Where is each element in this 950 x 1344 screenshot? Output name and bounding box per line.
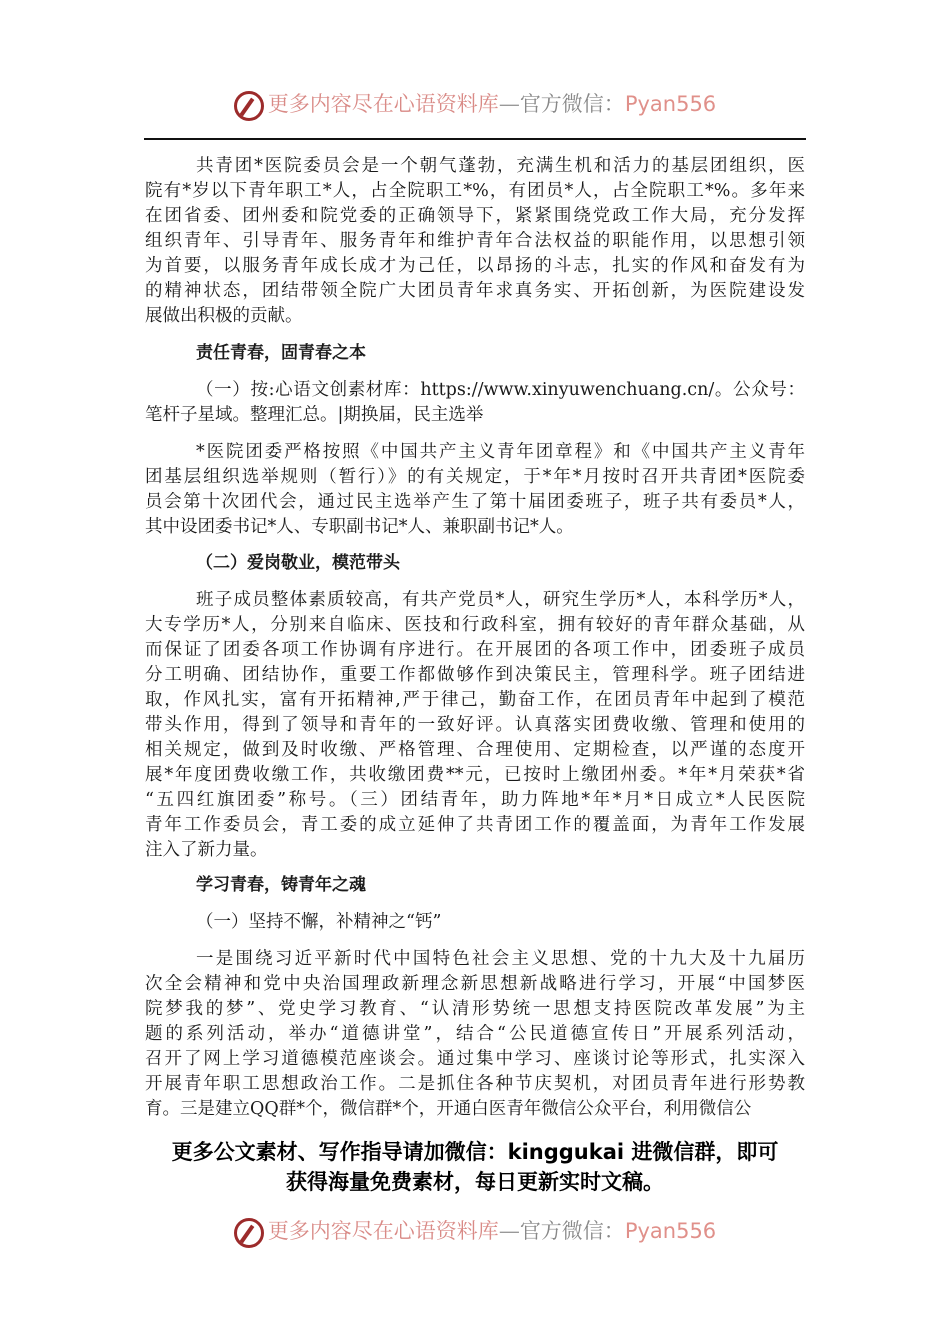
text-line: 展做出积极的贡献。 — [145, 306, 303, 326]
text-line: 在团省委、团州委和院党委的正确领导下，紧紧围绕党政工作大局，充分发挥 — [145, 206, 805, 226]
text-line: 而保证了团委各项工作协调有序进行。在开展团的各项工作中，团委班子成员 — [145, 640, 805, 660]
paragraph-team — [145, 588, 805, 863]
promo-line-2: 获得海量免费素材，每日更新实时文稿。 — [286, 1170, 664, 1194]
text-line: 注入了新力量。 — [145, 840, 268, 860]
text-line: 题的系列活动，举办“道德讲堂”，结合“公民道德宣传日”开展系列活动， — [145, 1024, 805, 1044]
text-line: 组织青年、引导青年、服务青年和维护青年合法权益的职能作用，以思想引领 — [145, 231, 805, 251]
paragraph-subheading — [145, 910, 805, 935]
text-line: 取，作风扎实，富有开拓精神,严于律己，勤奋工作，在团员青年中起到了模范 — [145, 690, 805, 710]
pen-logo-icon — [234, 91, 264, 121]
text-line: 其中设团委书记*人、专职副书记*人、兼职副书记*人。 — [145, 517, 574, 537]
text-line: 院有*岁以下青年职工*人，占全院职工*%，有团员*人，占全院职工*%。多年来 — [145, 181, 805, 201]
watermark-id: Pyan556 — [624, 92, 717, 116]
text-line: （一）按:心语文创素材库：https://www.xinyuwenchuang.cn/。公众号： — [196, 380, 805, 400]
paragraph-intro — [145, 154, 805, 329]
text-line: 班子成员整体素质较高，有共产党员*人，研究生学历*人，本科学历*人， — [196, 590, 805, 610]
watermark-text: 更多内容尽在心语资料库 — [267, 92, 499, 116]
text-line: 召开了网上学习道德模范座谈会。通过集中学习、座谈讨论等形式，扎实深入 — [145, 1049, 805, 1069]
paragraph-study — [145, 947, 805, 1122]
text-line: 开展青年职工思想政治工作。二是抓住各种节庆契机，对团员青年进行形势教 — [145, 1074, 805, 1094]
text-line: *医院团委严格按照《中国共产主义青年团章程》和《中国共产主义青年 — [196, 442, 805, 462]
text-line: 的精神状态，团结带领全院广大团员青年求真务实、开拓创新，为医院建设发 — [145, 281, 805, 301]
text-line: 笔杆子星域。整理汇总。|期换届，民主选举 — [145, 405, 484, 425]
text-line: 次全会精神和党中央治国理政新理念新思想新战略进行学习，开展“中国梦医 — [145, 974, 805, 994]
watermark-label: 官方微信： — [519, 92, 625, 116]
watermark-label: 官方微信： — [519, 1219, 625, 1243]
text-line: “五四红旗团委”称号。（三）团结青年，助力阵地*年*月*日成立*人民医院 — [145, 790, 805, 810]
footer-watermark — [0, 1215, 950, 1248]
text-line: 大专学历*人，分别来自临床、医技和行政科室，拥有较好的青年群众基础，从 — [145, 615, 805, 635]
paragraph-election-title — [145, 378, 805, 428]
watermark-id: Pyan556 — [624, 1219, 717, 1243]
text-line: 团基层组织选举规则（暂行）》的有关规定，于*年*月按时召开共青团*医院委 — [145, 467, 805, 487]
text-line: 相关规定，做到及时收缴、严格管理、合理使用、定期检查，以严谨的态度开 — [145, 740, 805, 760]
promo-line-1: 更多公文素材、写作指导请加微信：kinggukai 进微信群，即可 — [171, 1140, 779, 1164]
text-line: 一是围绕习近平新时代中国特色社会主义思想、党的十九大及十九届历 — [196, 949, 805, 969]
section-heading-1: 责任青春，固青春之本 — [196, 343, 366, 363]
pen-logo-icon — [234, 1218, 264, 1248]
header-rule — [144, 138, 806, 140]
text-line: 展*年度团费收缴工作，共收缴团费**元，已按时上缴团州委。*年*月荣获*省 — [145, 765, 805, 785]
text-line: 分工明确、团结协作，重要工作都做够作到决策民主，管理科学。班子团结进 — [145, 665, 805, 685]
section-heading-3: 学习青春，铸青年之魂 — [196, 875, 366, 895]
text-line: 带头作用，得到了领导和青年的一致好评。认真落实团费收缴、管理和使用的 — [145, 715, 805, 735]
text-line: 为首要，以服务青年成长成才为己任，以昂扬的斗志，扎实的作风和奋发有为 — [145, 256, 805, 276]
watermark-dash: — — [498, 92, 520, 116]
watermark-text: 更多内容尽在心语资料库 — [267, 1219, 499, 1243]
section-heading-2: （二）爱岗敬业，模范带头 — [196, 553, 400, 573]
text-line: 青年工作委员会，青工委的成立延伸了共青团工作的覆盖面，为青年工作发展 — [145, 815, 805, 835]
text-line: 育。三是建立QQ群*个，微信群*个，开通白医青年微信公众平台，利用微信公 — [145, 1099, 752, 1119]
header-watermark — [0, 88, 950, 121]
watermark-dash: — — [498, 1219, 520, 1243]
text-line: 员会第十次团代会，通过民主选举产生了第十届团委班子，班子共有委员*人， — [145, 492, 805, 512]
paragraph-election — [145, 440, 805, 540]
text-line: （一）坚持不懈，补精神之“钙” — [196, 912, 442, 932]
text-line: 共青团*医院委员会是一个朝气蓬勃，充满生机和活力的基层团组织，医 — [196, 156, 805, 176]
text-line: 院梦我的梦”、党史学习教育、“认清形势统一思想支持医院改革发展”为主 — [145, 999, 805, 1019]
